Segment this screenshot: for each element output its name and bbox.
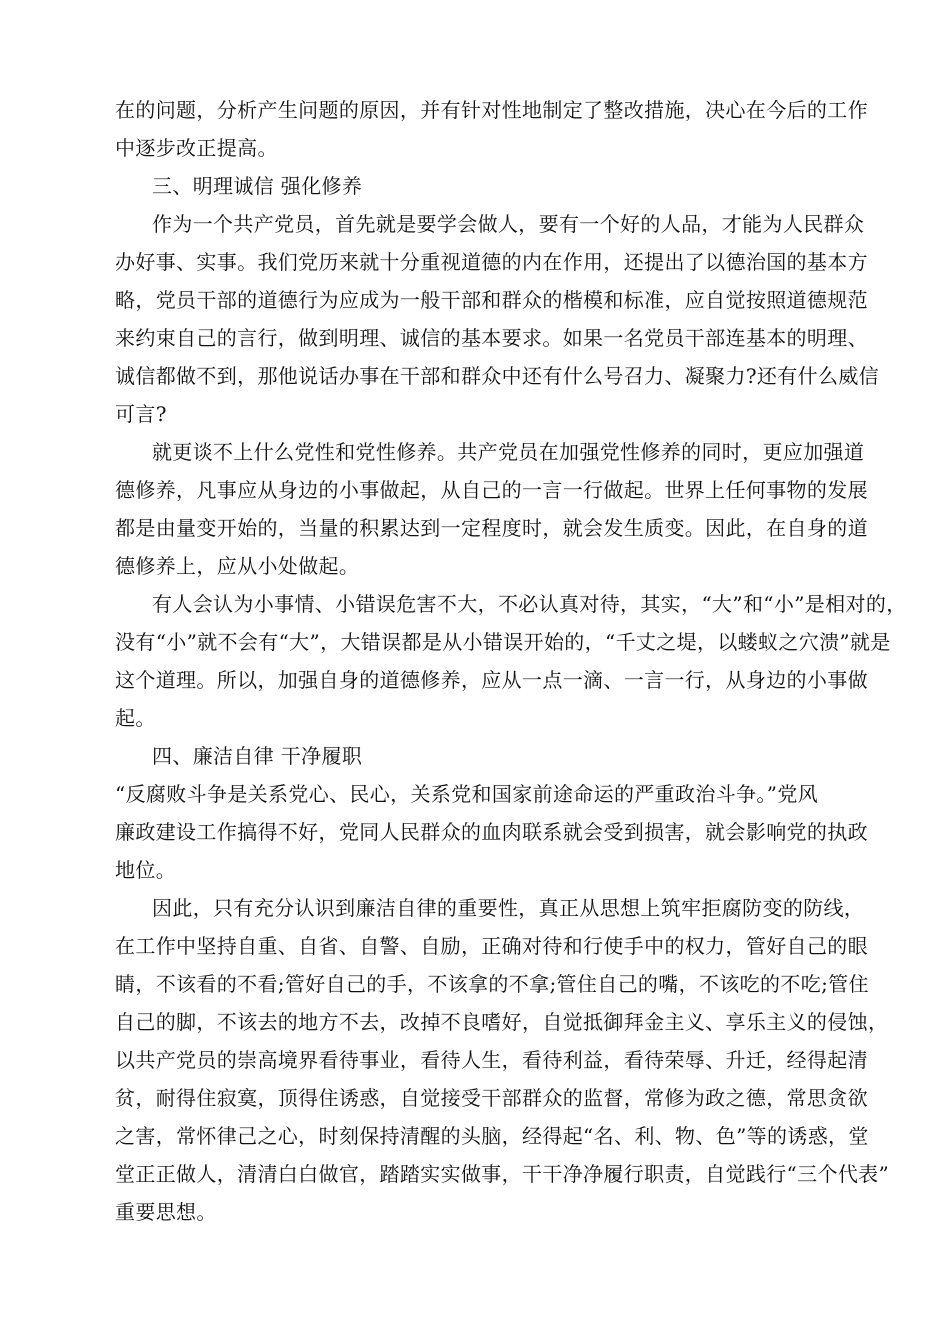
text-line: 没有“小”就不会有“大”，大错误都是从小错误开始的，“千丈之堤，以蝼蚁之穴溃”就是: [115, 630, 891, 654]
text-line: 办好事、实事。我们党历来就十分重视道德的内在作用，还提出了以德治国的基本方: [115, 250, 868, 274]
text-line: 睛，不该看的不看;管好自己的手，不该拿的不拿;管住自己的嘴，不该吃的不吃;管住: [115, 972, 869, 996]
text-line: 地位。: [115, 858, 177, 882]
text-line: 自己的脚，不该去的地方不去，改掉不良嗜好，自觉抵御拜金主义、享乐主义的侵蚀，: [115, 1010, 889, 1034]
text-line: 中逐步改正提高。: [115, 136, 278, 160]
text-line: 在的问题，分析产生问题的原因，并有针对性地制定了整改措施，决心在今后的工作: [115, 98, 868, 122]
text-line: 作为一个共产党员，首先就是要学会做人，要有一个好的人品，才能为人民群众: [152, 212, 865, 236]
text-line: 德修养，凡事应从身边的小事做起，从自己的一言一行做起。世界上任何事物的发展: [115, 478, 868, 502]
text-line: 来约束自己的言行，做到明理、诚信的基本要求。如果一名党员干部连基本的明理、: [115, 326, 868, 350]
text-line: 重要思想。: [115, 1200, 217, 1224]
text-line: 堂正正做人，清清白白做官，踏踏实实做事，干干净净履行职责，自觉践行“三个代表”: [115, 1162, 890, 1186]
text-line: 有人会认为小事情、小错误危害不大，不必认真对待，其实，“大”和“小”是相对的，: [152, 592, 907, 616]
text-line: 诚信都做不到，那他说话办事在干部和群众中还有什么号召力、凝聚力?还有什么威信: [115, 364, 880, 388]
text-line: 以共产党员的崇高境界看待事业，看待人生，看待利益，看待荣辱、升迁，经得起清: [115, 1048, 868, 1072]
text-line: 在工作中坚持自重、自省、自警、自励，正确对待和行使手中的权力，管好自己的眼: [115, 934, 868, 958]
section-heading: 三、明理诚信 强化修养: [152, 174, 363, 198]
text-line: 廉政建设工作搞得不好，党同人民群众的血肉联系就会受到损害，就会影响党的执政: [115, 820, 868, 844]
text-line: 这个道理。所以，加强自身的道德修养，应从一点一滴、一言一行，从身边的小事做: [115, 668, 868, 692]
text-line: 可言?: [115, 402, 167, 426]
section-heading: 四、廉洁自律 干净履职: [152, 744, 363, 768]
text-line: 德修养上，应从小处做起。: [115, 554, 360, 578]
text-line: 贫，耐得住寂寞，顶得住诱惑，自觉接受干部群众的监督，常修为政之德，常思贪欲: [115, 1086, 868, 1110]
text-line: 之害，常怀律己之心，时刻保持清醒的头脑，经得起“名、利、物、色”等的诱惑，堂: [115, 1124, 869, 1148]
text-line: 起。: [115, 706, 156, 730]
text-line: 因此，只有充分认识到廉洁自律的重要性，真正从思想上筑牢拒腐防变的防线，: [152, 896, 865, 920]
text-line: “反腐败斗争是关系党心、民心，关系党和国家前途命运的严重政治斗争。”党风: [115, 782, 819, 806]
text-line: 都是由量变开始的，当量的积累达到一定程度时，就会发生质变。因此，在自身的道: [115, 516, 868, 540]
text-line: 略，党员干部的道德行为应成为一般干部和群众的楷模和标准，应自觉按照道德规范: [115, 288, 868, 312]
text-line: 就更谈不上什么党性和党性修养。共产党员在加强党性修养的同时，更应加强道: [152, 440, 865, 464]
